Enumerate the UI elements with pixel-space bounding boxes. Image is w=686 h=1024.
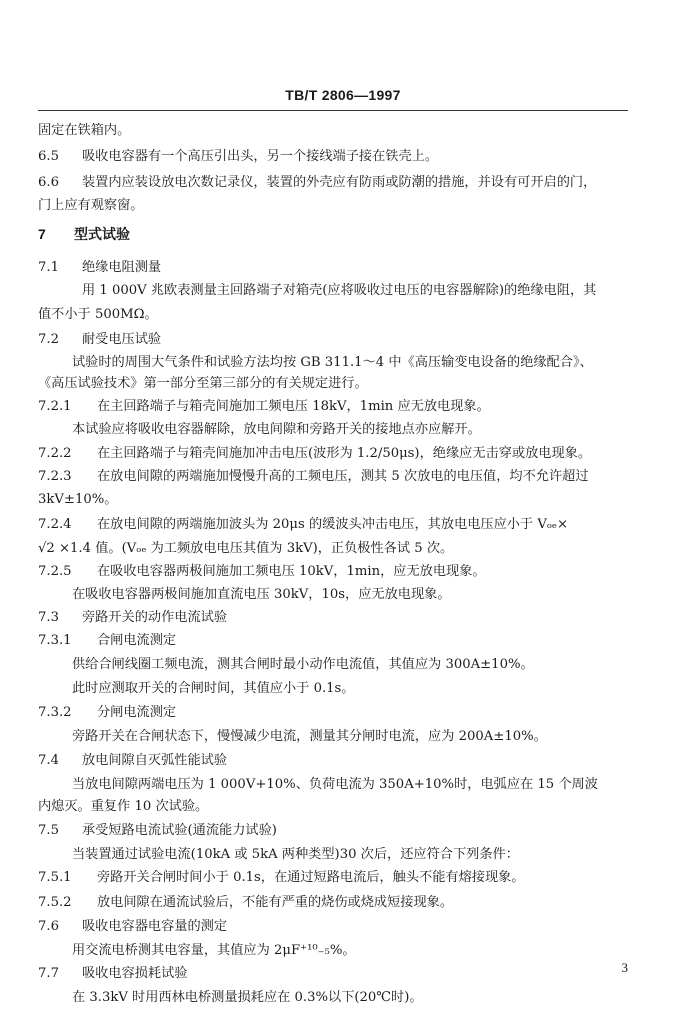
clause-text: 在吸收电容器两极间施加工频电压 10kV，1min，应无放电现象。 <box>97 564 486 579</box>
clause-text: 用交流电桥测其电容量，其值应为 2μF⁺¹⁰₋₅%。 <box>72 943 356 958</box>
clause-number: 7.5.1 <box>38 870 72 885</box>
clause-text: 供给合闸线圈工频电流，测其合闸时最小动作电流值，其值应为 300A±10%。 <box>72 657 534 672</box>
clause-text: 分闸电流测定 <box>97 705 177 720</box>
clause-text: 型式试验 <box>74 226 130 242</box>
clause-text: 在吸收电容器两极间施加直流电压 30kV，10s，应无放电现象。 <box>72 587 451 602</box>
clause-text: 装置内应装设放电次数记录仪，装置的外壳应有防雨或防潮的措施，并设有可开启的门， <box>82 175 597 190</box>
clause-text: 《高压试验技术》第一部分至第三部分的有关规定进行。 <box>38 376 368 391</box>
clause-number: 7.2.2 <box>38 446 72 461</box>
clause-text: 承受短路电流试验(通流能力试验) <box>82 823 277 838</box>
clause-number: 7.3.2 <box>38 705 72 720</box>
clause-text: 当放电间隙两端电压为 1 000V+10%、负荷电流为 350A+10%时，电弧应在 15 个周波 <box>72 777 598 792</box>
clause-text: 在主回路端子与箱壳间施加冲击电压(波形为 1.2/50μs)，绝缘应无击穿或放电现象。 <box>97 446 592 461</box>
clause-text: 在放电间隙的两端施加波头为 20μs 的缓波头冲击电压，其放电电压应小于 Vₒₑ× <box>97 517 569 532</box>
clause-text: 内熄灭。重复作 10 次试验。 <box>38 799 209 814</box>
clause-text: 本试验应将吸收电容器解除，放电间隙和旁路开关的接地点亦应解开。 <box>72 422 481 437</box>
clause-number: 7.4 <box>38 753 59 768</box>
clause-text: 吸收电容损耗试验 <box>82 966 188 981</box>
clause-number: 6.6 <box>38 175 59 190</box>
clause-text: 固定在铁箱内。 <box>38 123 131 138</box>
clause-number: 7.7 <box>38 966 59 981</box>
clause-text: 放电间隙自灭弧性能试验 <box>82 753 228 768</box>
clause-text: 合闸电流测定 <box>97 633 177 648</box>
clause-number: 7.6 <box>38 919 59 934</box>
clause-number: 7.2.4 <box>38 517 72 532</box>
clause-number: 7.2.3 <box>38 469 72 484</box>
clause-text: 门上应有观察窗。 <box>38 198 144 213</box>
clause-number: 7.3 <box>38 610 59 625</box>
clause-text: √2 ×1.4 值。(Vₒₑ 为工频放电电压其值为 3kV)，正负极性各试 5 次。 <box>38 541 454 556</box>
clause-text: 值不小于 500MΩ。 <box>38 307 158 322</box>
clause-text: 绝缘电阻测量 <box>82 260 162 275</box>
clause-text: 旁路开关的动作电流试验 <box>82 610 228 625</box>
clause-text: 此时应测取开关的合闸时间，其值应小于 0.1s。 <box>72 681 355 696</box>
clause-text: 在主回路端子与箱壳间施加工频电压 18kV，1min 应无放电现象。 <box>97 399 490 414</box>
clause-text: 3kV±10%。 <box>38 492 118 507</box>
clause-text: 用 1 000V 兆欧表测量主回路端子对箱壳(应将吸收过电压的电容器解除)的绝缘电阻，其 <box>82 283 597 298</box>
clause-number: 7.2.5 <box>38 564 72 579</box>
clause-text: 在 3.3kV 时用西林电桥测量损耗应在 0.3%以下(20℃时)。 <box>72 990 423 1005</box>
clause-text: 在放电间隙的两端施加慢慢升高的工频电压，测其 5 次放电的电压值，均不允许超过 <box>97 469 589 484</box>
clause-number: 7 <box>38 226 46 242</box>
header-rule <box>38 110 628 111</box>
clause-text: 旁路开关在合闸状态下，慢慢减少电流，测量其分闸时电流，应为 200A±10%。 <box>72 729 547 744</box>
clause-number: 6.5 <box>38 149 59 164</box>
clause-text: 吸收电容器有一个高压引出头，另一个接线端子接在铁壳上。 <box>82 149 439 164</box>
clause-text: 吸收电容器电容量的测定 <box>82 919 228 934</box>
clause-text: 试验时的周围大气条件和试验方法均按 GB 311.1～4 中《高压输变电设备的绝缘配合》、 <box>72 355 593 370</box>
clause-text: 放电间隙在通流试验后，不能有严重的烧伤或烧成短接现象。 <box>97 895 454 910</box>
clause-text: 当装置通过试验电流(10kA 或 5kA 两种类型)30 次后，还应符合下列条件： <box>72 847 519 862</box>
clause-number: 7.2.1 <box>38 399 72 414</box>
clause-number: 7.5 <box>38 823 59 838</box>
clause-text: 旁路开关合闸时间小于 0.1s，在通过短路电流后，触头不能有熔接现象。 <box>97 870 525 885</box>
clause-text: 耐受电压试验 <box>82 332 162 347</box>
clause-number: 7.2 <box>38 332 59 347</box>
clause-number: 7.5.2 <box>38 895 72 910</box>
clause-number: 7.1 <box>38 260 59 275</box>
document-header: TB/T 2806—1997 <box>285 87 401 103</box>
clause-number: 7.3.1 <box>38 633 72 648</box>
page-number: 3 <box>621 960 628 975</box>
